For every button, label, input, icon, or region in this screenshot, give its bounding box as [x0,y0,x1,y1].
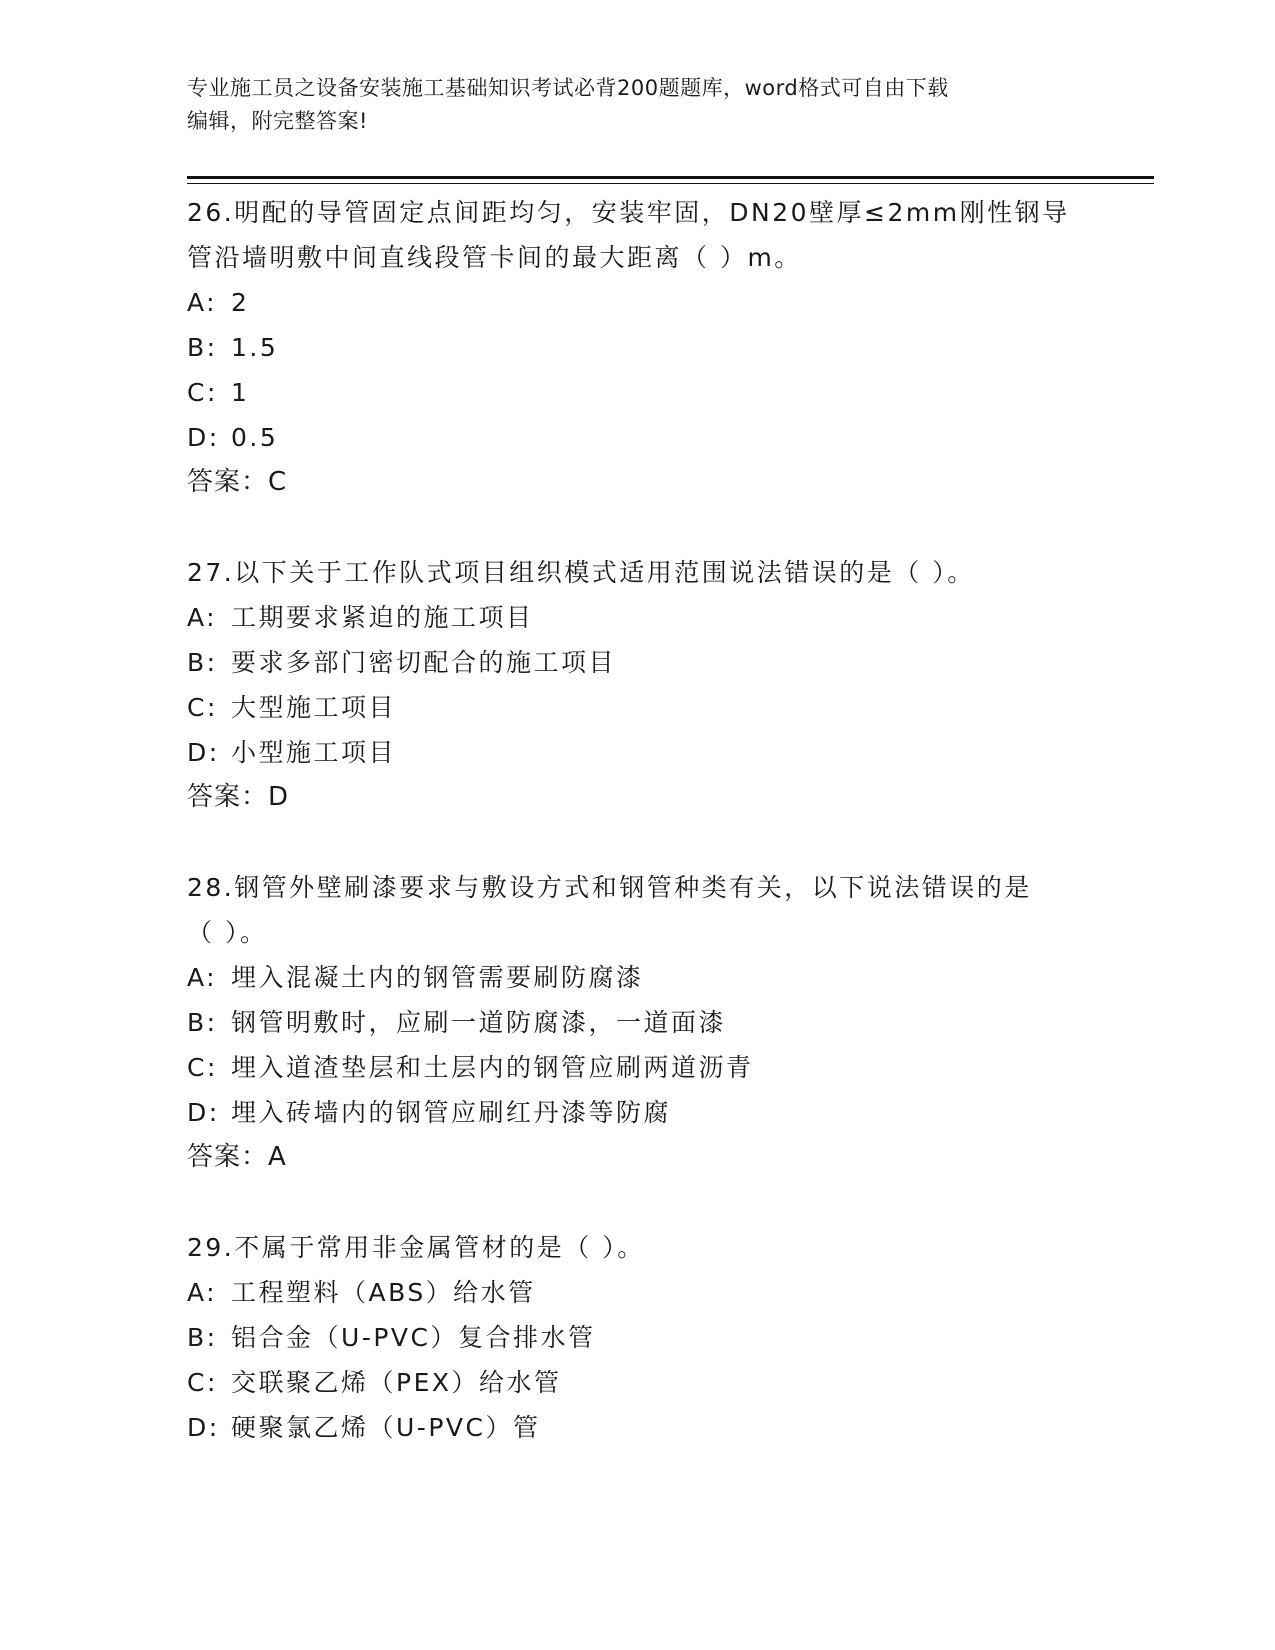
document-header [187,72,1087,138]
option-text: 1.5 [231,333,279,362]
option-letter: C: [187,1368,218,1397]
option-text: 钢管明敷时，应刷一道防腐漆，一道面漆 [231,1008,727,1037]
option-letter: D: [187,423,220,452]
question-28 [187,865,1087,1180]
question-stem: 26.明配的导管固定点间距均匀，安装牢固，DN20壁厚≤2mm刚性钢导 [187,198,1070,227]
header-title-line-2: 编辑，附完整答案! [187,109,368,133]
question-26 [187,190,1087,505]
option-text: 工期要求紧迫的施工项目 [231,603,534,632]
option-text: 交联聚乙烯（PEX）给水管 [231,1368,562,1397]
option-letter: D: [187,1098,220,1127]
option-c [187,370,1087,415]
question-list [187,190,1087,1450]
option-text: 工程塑料（ABS）给水管 [231,1278,536,1307]
option-letter: A: [187,963,218,992]
option-letter: A: [187,288,218,317]
option-text: 要求多部门密切配合的施工项目 [231,648,617,677]
option-text: 埋入砖墙内的钢管应刷红丹漆等防腐 [231,1098,672,1127]
option-d [187,415,1087,460]
option-letter: B: [187,1008,218,1037]
option-a [187,1270,1087,1315]
option-text: 埋入道渣垫层和土层内的钢管应刷两道沥青 [231,1053,754,1082]
option-letter: B: [187,648,218,677]
option-letter: C: [187,693,218,722]
question-stem: 29.不属于常用非金属管材的是（ ）。 [187,1233,645,1262]
option-text: 2 [231,288,250,317]
option-letter: D: [187,738,220,767]
question-spacer [187,505,1087,550]
option-text: 埋入混凝土内的钢管需要刷防腐漆 [231,963,644,992]
option-letter: A: [187,1278,218,1307]
option-c [187,685,1087,730]
question-stem: 28.钢管外壁刷漆要求与敷设方式和钢管种类有关，以下说法错误的是 [187,873,1032,902]
question-27 [187,550,1087,820]
option-b [187,325,1087,370]
option-b [187,640,1087,685]
option-d [187,730,1087,775]
option-letter: C: [187,378,218,407]
question-spacer [187,1180,1087,1225]
question-spacer [187,820,1087,865]
question-stem: 27.以下关于工作队式项目组织模式适用范围说法错误的是（ ）。 [187,558,975,587]
option-letter: D: [187,1413,220,1442]
option-letter: C: [187,1053,218,1082]
question-stem-continued: 管沿墙明敷中间直线段管卡间的最大距离（ ）m。 [187,243,802,272]
option-a [187,595,1087,640]
option-c [187,1045,1087,1090]
option-d [187,1405,1087,1450]
option-b [187,1315,1087,1360]
option-a [187,280,1087,325]
option-b [187,1000,1087,1045]
header-rule-thick [187,176,1154,179]
answer-label: 答案：A [187,1142,287,1172]
option-text: 小型施工项目 [231,738,397,767]
header-title-line-1: 专业施工员之设备安装施工基础知识考试必背200题题库，word格式可自由下载 [187,76,949,100]
header-rule-thin [187,183,1154,184]
option-text: 硬聚氯乙烯（U-PVC）管 [231,1413,541,1442]
option-d [187,1090,1087,1135]
option-letter: B: [187,1323,218,1352]
answer-label: 答案：D [187,782,290,812]
option-text: 0.5 [231,423,279,452]
answer-label: 答案：C [187,467,288,497]
option-letter: B: [187,333,218,362]
option-text: 大型施工项目 [231,693,397,722]
option-c [187,1360,1087,1405]
question-stem-continued: （ ）。 [187,918,268,947]
option-text: 铝合金（U-PVC）复合排水管 [231,1323,596,1352]
question-29 [187,1225,1087,1450]
option-letter: A: [187,603,218,632]
option-a [187,955,1087,1000]
option-text: 1 [231,378,250,407]
